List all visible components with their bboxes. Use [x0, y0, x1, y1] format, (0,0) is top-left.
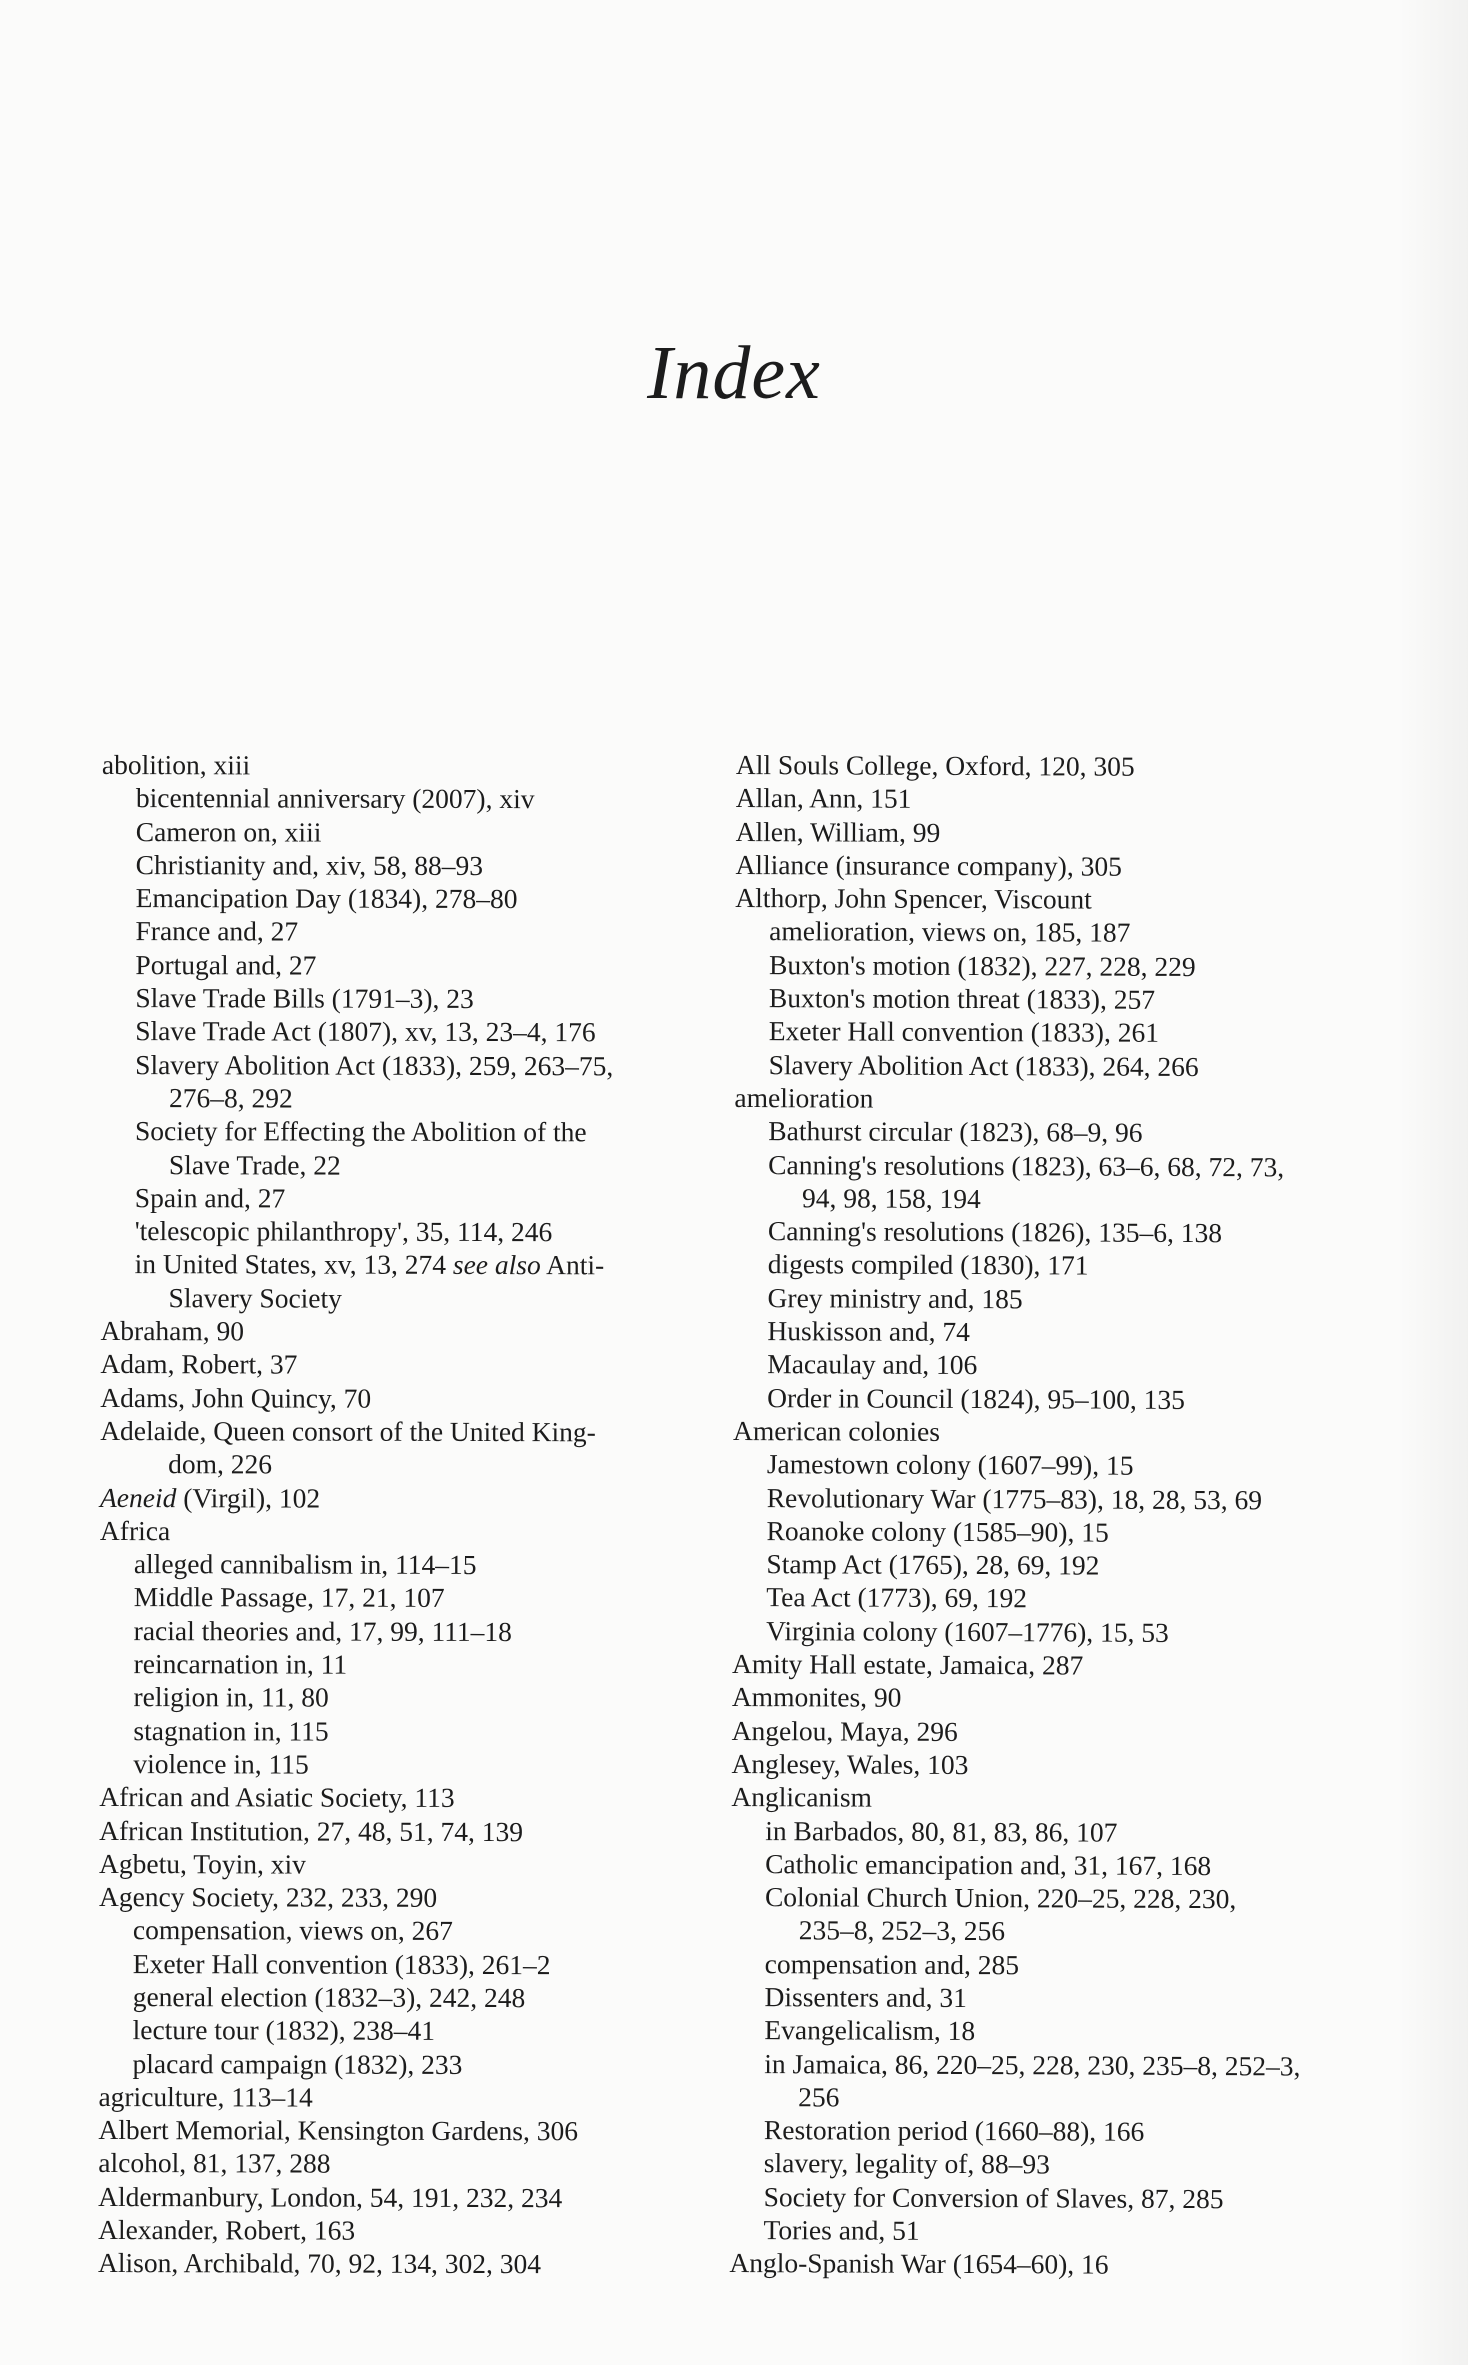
entry-text: Evangelicalism, 18 — [764, 2014, 976, 2047]
entry-text: Bathurst circular (1823), 68–9, 96 — [768, 1115, 1143, 1149]
index-subentry — [99, 1947, 719, 1982]
index-subentry — [99, 1680, 719, 1715]
entry-text: African Institution, 27, 48, 51, 74, 139 — [99, 1814, 524, 1847]
index-subentry — [734, 1114, 1354, 1150]
index-subentry — [734, 1148, 1354, 1184]
index-continuation — [731, 1913, 1351, 1949]
entry-text: Buxton's motion (1832), 227, 228, 229 — [768, 948, 1196, 982]
entry-text: reincarnation in, 11 — [133, 1648, 348, 1680]
entry-text: Angelou, Maya, 296 — [731, 1714, 958, 1747]
entry-text: All Souls College, Oxford, 120, 305 — [735, 749, 1135, 782]
index-entry — [102, 748, 722, 783]
entry-text: Agbetu, Toyin, xiv — [99, 1847, 306, 1880]
index-entry — [99, 1880, 719, 1915]
entry-text: Amity Hall estate, Jamaica, 287 — [731, 1648, 1084, 1681]
index-subentry — [101, 1214, 721, 1249]
index-entry — [98, 2080, 718, 2115]
entry-text: Alison, Archibald, 70, 92, 134, 302, 304 — [97, 2247, 542, 2280]
index-entry — [736, 781, 1356, 817]
index-subentry — [101, 1114, 721, 1149]
entry-text: Colonial Church Union, 220–25, 228, 230, — [764, 1881, 1237, 1915]
index-subentry — [99, 1913, 719, 1948]
entry-text: Anglicanism — [731, 1781, 873, 1813]
index-entry — [732, 1647, 1352, 1683]
entry-text: Tea Act (1773), 69, 192 — [766, 1581, 1028, 1614]
index-entry — [736, 748, 1356, 784]
index-subentry — [101, 1247, 721, 1282]
entry-text: Aldermanbury, London, 54, 191, 232, 234 — [98, 2180, 563, 2213]
index-entry — [98, 2180, 718, 2215]
entry-text: Society for Effecting the Abolition of the — [134, 1115, 587, 1148]
entry-text: Slave Trade Bills (1791–3), 23 — [135, 982, 474, 1015]
entry-text: bicentennial anniversary (2007), xiv — [135, 782, 535, 815]
index-entry — [100, 1481, 720, 1516]
index-subentry — [733, 1381, 1353, 1417]
entry-text: compensation, views on, 267 — [132, 1914, 453, 1947]
entry-text: Canning's resolutions (1823), 63–6, 68, 72, 73, — [768, 1148, 1285, 1182]
entry-text: agriculture, 113–14 — [98, 2080, 313, 2113]
index-subentry — [733, 1514, 1353, 1550]
entry-text: Anglesey, Wales, 103 — [731, 1747, 969, 1780]
entry-text: Allan, Ann, 151 — [735, 782, 912, 815]
index-subentry — [101, 948, 721, 983]
entry-text: Agency Society, 232, 233, 290 — [98, 1881, 438, 1913]
entry-text: Slavery Society — [168, 1281, 342, 1314]
entry-text: Allen, William, 99 — [735, 815, 941, 848]
index-entry — [731, 1747, 1351, 1783]
index-subentry — [735, 914, 1355, 950]
entry-text: racial theories and, 17, 99, 111–18 — [133, 1614, 513, 1647]
index-subentry — [102, 881, 722, 916]
index-subentry — [731, 1947, 1351, 1983]
entry-text: compensation and, 285 — [764, 1947, 1020, 1980]
entry-text: amelioration, views on, 185, 187 — [769, 915, 1131, 949]
entry-text: dom, 226 — [168, 1448, 273, 1480]
entry-text: Spain and, 27 — [134, 1181, 286, 1214]
entry-text: Adelaide, Queen consort of the United King- — [100, 1414, 596, 1448]
index-subentry — [101, 1181, 721, 1216]
entry-text: Africa — [99, 1514, 171, 1547]
entry-text: Adam, Robert, 37 — [100, 1348, 298, 1380]
index-subentry — [100, 1547, 720, 1582]
entry-text: Slavery Abolition Act (1833), 259, 263–75, — [135, 1048, 614, 1082]
entry-text: Emancipation Day (1834), 278–80 — [135, 882, 518, 915]
index-subentry — [100, 1647, 720, 1682]
entry-text: stagnation in, 115 — [133, 1714, 329, 1747]
entry-text: in Jamaica, 86, 220–25, 228, 230, 235–8, 252–3, — [764, 2047, 1301, 2082]
index-subentry — [734, 1214, 1354, 1250]
index-subentry — [102, 848, 722, 883]
index-subentry — [730, 2146, 1350, 2182]
entry-text: American colonies — [732, 1414, 941, 1447]
index-entry — [100, 1381, 720, 1416]
index-entry — [735, 881, 1355, 917]
index-entry — [99, 1780, 719, 1815]
entry-text: general election (1832–3), 242, 248 — [132, 1981, 526, 2014]
entry-text: Portugal and, 27 — [135, 948, 317, 981]
index-subentry — [733, 1347, 1353, 1383]
entry-text: abolition, xiii — [101, 749, 251, 781]
see-also-reference: see also — [452, 1249, 541, 1281]
index-entry — [98, 2246, 718, 2281]
index-entry — [734, 1081, 1354, 1117]
index-subentry — [733, 1314, 1353, 1350]
index-subentry — [730, 2047, 1350, 2083]
index-entry — [98, 2146, 718, 2181]
index-entry — [729, 2246, 1349, 2282]
entry-text: Restoration period (1660–88), 166 — [763, 2114, 1145, 2147]
index-subentry — [99, 2047, 719, 2082]
index-entry — [100, 1414, 720, 1449]
entry-text: in Barbados, 80, 81, 83, 86, 107 — [765, 1814, 1118, 1848]
index-continuation — [101, 1281, 721, 1316]
index-subentry — [734, 1247, 1354, 1283]
entry-text: Tories and, 51 — [763, 2214, 920, 2246]
entry-text: Exeter Hall convention (1833), 261–2 — [132, 1947, 551, 1980]
index-entry — [735, 848, 1355, 884]
index-entry — [732, 1680, 1352, 1716]
index-subentry — [101, 914, 721, 949]
index-entry — [100, 1314, 720, 1349]
index-column-right — [729, 748, 1356, 2282]
index-subentry — [99, 2013, 719, 2048]
entry-text: Jamestown colony (1607–99), 15 — [766, 1448, 1134, 1481]
entry-text: Albert Memorial, Kensington Gardens, 306 — [98, 2114, 579, 2147]
index-subentry — [99, 1714, 719, 1749]
entry-text: Roanoke colony (1585–90), 15 — [766, 1514, 1109, 1548]
index-subentry — [730, 1980, 1350, 2016]
index-subentry — [733, 1481, 1353, 1517]
entry-text: African and Asiatic Society, 113 — [99, 1781, 455, 1814]
index-subentry — [735, 1014, 1355, 1050]
index-subentry — [735, 948, 1355, 984]
entry-text: France and, 27 — [135, 915, 299, 947]
entry-text: religion in, 11, 80 — [133, 1681, 329, 1713]
entry-text: Adams, John Quincy, 70 — [100, 1381, 372, 1414]
index-subentry — [730, 2180, 1350, 2216]
entry-text: Virginia colony (1607–1776), 15, 53 — [766, 1614, 1169, 1648]
index-continuation — [100, 1447, 720, 1482]
entry-text: Macaulay and, 106 — [767, 1348, 978, 1381]
index-entry — [736, 815, 1356, 851]
entry-text: 256 — [798, 2081, 840, 2113]
index-entry — [732, 1714, 1352, 1750]
index-subentry — [99, 1980, 719, 2015]
entry-text: Ammonites, 90 — [731, 1681, 902, 1714]
entry-text: digests compiled (1830), 171 — [767, 1248, 1089, 1281]
entry-text: placard campaign (1832), 233 — [132, 2047, 463, 2080]
index-entry — [99, 1847, 719, 1882]
index-subentry — [735, 981, 1355, 1017]
see-also-target: Anti- — [540, 1249, 605, 1281]
index-continuation — [730, 2080, 1350, 2116]
index-column-left — [98, 748, 722, 2281]
index-subentry — [101, 1048, 721, 1083]
entry-text: Middle Passage, 17, 21, 107 — [133, 1581, 445, 1614]
entry-text: Catholic emancipation and, 31, 167, 168 — [765, 1847, 1212, 1881]
index-subentry — [732, 1580, 1352, 1616]
index-subentry — [102, 781, 722, 816]
index-subentry — [731, 1813, 1351, 1849]
entry-text: Buxton's motion threat (1833), 257 — [768, 982, 1156, 1015]
index-subentry — [100, 1614, 720, 1649]
index-subentry — [102, 815, 722, 850]
index-entry — [98, 2113, 718, 2148]
index-subentry — [101, 1014, 721, 1049]
entry-text: Society for Conversion of Slaves, 87, 285 — [763, 2180, 1224, 2214]
entry-text: Dissenters and, 31 — [764, 1981, 968, 2014]
entry-text: Cameron on, xiii — [135, 815, 322, 848]
entry-text: lecture tour (1832), 238–41 — [132, 2014, 436, 2047]
index-subentry — [731, 1880, 1351, 1916]
index-subentry — [729, 2213, 1349, 2249]
index-continuation — [101, 1148, 721, 1183]
index-entry — [733, 1414, 1353, 1450]
index-subentry — [733, 1447, 1353, 1483]
entry-text: alcohol, 81, 137, 288 — [98, 2147, 331, 2180]
entry-text: Althorp, John Spencer, Viscount — [735, 882, 1092, 915]
index-subentry — [732, 1614, 1352, 1650]
index-subentry — [100, 1580, 720, 1615]
entry-text: slavery, legality of, 88–93 — [763, 2147, 1051, 2180]
entry-text: Grey ministry and, 185 — [767, 1281, 1023, 1315]
entry-text: Alexander, Robert, 163 — [98, 2214, 356, 2246]
index-entry — [100, 1514, 720, 1549]
entry-text: Exeter Hall convention (1833), 261 — [768, 1015, 1160, 1049]
entry-text: Slave Trade Act (1807), xv, 13, 23–4, 176 — [135, 1015, 596, 1048]
italic-title: Aeneid — [99, 1481, 177, 1513]
entry-text: Anglo-Spanish War (1654–60), 16 — [729, 2247, 1109, 2280]
entry-text: 276–8, 292 — [169, 1082, 293, 1114]
entry-text: Slave Trade, 22 — [168, 1148, 341, 1181]
index-subentry — [101, 981, 721, 1016]
entry-text: Christianity and, xiv, 58, 88–93 — [135, 848, 484, 881]
entry-text: Abraham, 90 — [100, 1315, 245, 1347]
index-entry — [731, 1780, 1351, 1816]
index-subentry — [732, 1547, 1352, 1583]
entry-text: 'telescopic philanthropy', 35, 114, 246 — [134, 1215, 553, 1248]
index-subentry — [735, 1048, 1355, 1084]
entry-text: Slavery Abolition Act (1833), 264, 266 — [768, 1048, 1199, 1082]
entry-text: violence in, 115 — [133, 1747, 309, 1780]
index-continuation — [734, 1181, 1354, 1217]
index-subentry — [731, 1847, 1351, 1883]
entry-text: Huskisson and, 74 — [767, 1315, 970, 1348]
index-entry — [100, 1347, 720, 1382]
entry-text: Stamp Act (1765), 28, 69, 192 — [766, 1548, 1100, 1581]
index-subentry — [99, 1747, 719, 1782]
entry-text: in United States, xv, 13, 274 — [134, 1248, 447, 1281]
entry-text: Revolutionary War (1775–83), 18, 28, 53, 69 — [766, 1481, 1263, 1515]
index-entry — [98, 2213, 718, 2248]
entry-text: Alliance (insurance company), 305 — [735, 848, 1122, 882]
entry-text: alleged cannibalism in, 114–15 — [133, 1548, 477, 1581]
page-title: Index — [647, 331, 821, 415]
index-entry — [99, 1813, 719, 1848]
entry-text: (Virgil), 102 — [176, 1481, 321, 1514]
index-continuation — [101, 1081, 721, 1116]
entry-text: 94, 98, 158, 194 — [801, 1182, 981, 1214]
entry-text: Canning's resolutions (1826), 135–6, 138 — [767, 1215, 1223, 1249]
entry-text: 235–8, 252–3, 256 — [798, 1914, 1006, 1947]
entry-text: amelioration — [734, 1081, 874, 1114]
index-subentry — [730, 2113, 1350, 2149]
entry-text: Order in Council (1824), 95–100, 135 — [767, 1381, 1186, 1415]
index-subentry — [734, 1281, 1354, 1317]
index-subentry — [730, 2013, 1350, 2049]
